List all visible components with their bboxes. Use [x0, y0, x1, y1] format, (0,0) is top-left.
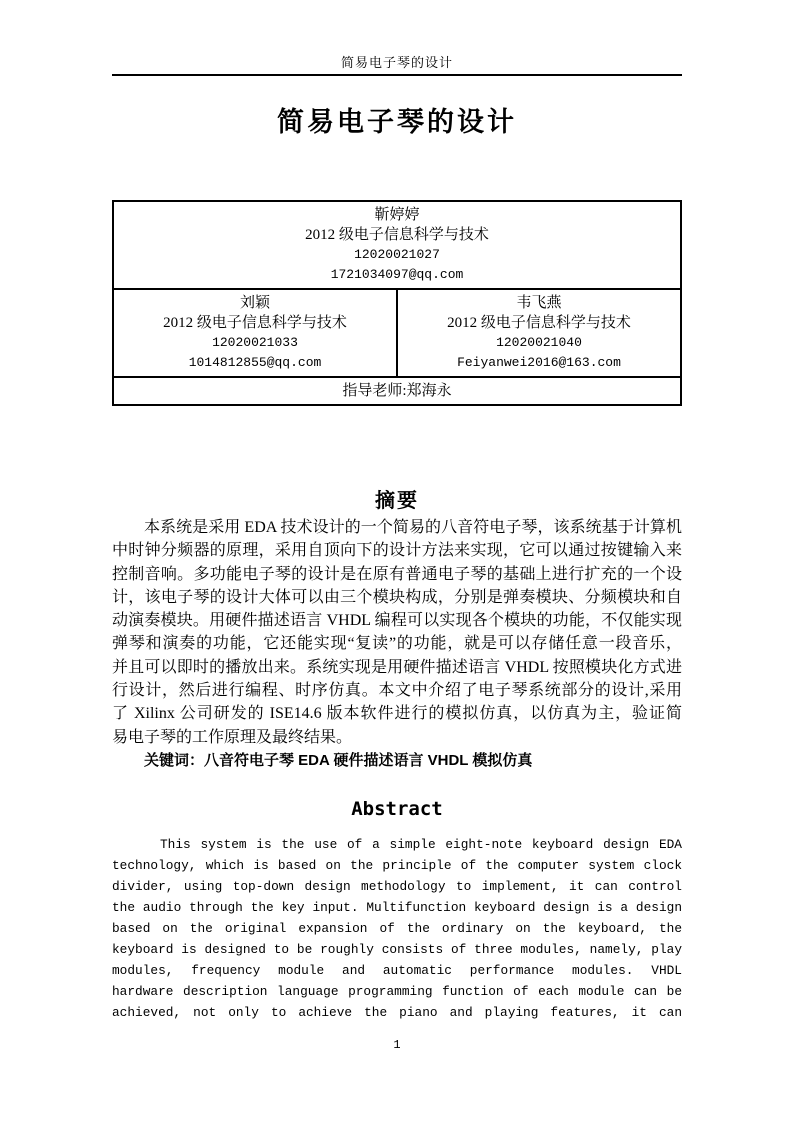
abstract-cn-heading: 摘要: [375, 490, 419, 512]
abstract-en-line: divider, using top-down design methodology to implement, it can control: [112, 879, 682, 894]
header-rule: [112, 74, 682, 76]
table-row-advisor: [113, 377, 681, 405]
abstract-en-line: the audio through the key input. Multifunction keyboard design is a design: [112, 900, 682, 915]
abstract-en-line: keyboard is designed to be roughly consists of three modules, namely, play: [112, 942, 682, 957]
keywords-line: 关键词：八音符电子琴 EDA 硬件描述语言 VHDL 模拟仿真: [144, 751, 533, 769]
third-author-cell: [397, 289, 681, 377]
abstract-cn-line: 行设计，然后进行编程、时序仿真。本文中介绍了电子琴系统部分的设计,采用: [112, 682, 682, 700]
abstract-en-heading: Abstract: [351, 798, 443, 820]
author-student-id: 12020021040: [496, 335, 582, 350]
table-row-coauthors: [113, 289, 681, 377]
abstract-cn-line: 并且可以即时的播放出来。系统实现是用硬件描述语言 VHDL 按照模块化方式进: [112, 658, 682, 676]
page-title: 简易电子琴的设计: [277, 107, 517, 137]
abstract-cn-line: 弹琴和演奏的功能，它还能实现“复读”的功能，就是可以存储任意一段音乐，: [112, 635, 682, 653]
lead-author-cell: [113, 201, 681, 289]
advisor-cell: 指导老师:郑海永: [113, 377, 681, 405]
authors-table: [112, 200, 682, 406]
abstract-en-line: based on the original expansion of the ordinary on the keyboard, the: [112, 921, 682, 936]
abstract-en-line: modules, frequency module and automatic performance modules. VHDL: [112, 963, 682, 978]
author-name: 靳婷婷: [374, 207, 420, 223]
author-name: 刘颖: [239, 295, 270, 311]
page-number: 1: [393, 1038, 401, 1052]
author-email: Feiyanwei2016@163.com: [457, 355, 621, 370]
abstract-cn-line: 计，该电子琴的设计大体可以由三个模块构成，分别是弹奏模块、分频模块和自: [112, 588, 682, 606]
author-program: 2012 级电子信息科学与技术: [163, 315, 347, 331]
abstract-cn-line: 易电子琴的工作原理及最终结果。: [112, 728, 353, 746]
abstract-cn-line: 了 Xilinx 公司研发的 ISE14.6 版本软件进行的模拟仿真，以仿真为主，验证简: [112, 705, 682, 723]
running-header-title: 简易电子琴的设计: [340, 55, 453, 70]
abstract-cn-paragraph: [112, 516, 682, 772]
author-email: 1721034097@qq.com: [330, 267, 464, 282]
abstract-en-line: achieved, not only to achieve the piano and playing features, it can: [112, 1005, 682, 1020]
abstract-en-line: technology, which is based on the principle of the computer system clock: [112, 858, 682, 873]
author-program: 2012 级电子信息科学与技术: [447, 315, 631, 331]
abstract-cn-line: 中时钟分频器的原理，采用自顶向下的设计方法来实现，它可以通过按键输入来: [112, 542, 682, 560]
author-email: 1014812855@qq.com: [188, 355, 322, 370]
abstract-cn-line: 动演奏模块。用硬件描述语言 VHDL 编程可以实现各个模块的功能，不仅能实现: [112, 612, 682, 630]
table-row-lead-author: [113, 201, 681, 289]
abstract-cn-line: 控制音响。多功能电子琴的设计是在原有普通电子琴的基础上进行扩充的一个设: [112, 565, 682, 583]
abstract-cn-line: 本系统是采用 EDA 技术设计的一个简易的八音符电子琴，该系统基于计算机: [144, 519, 682, 536]
author-student-id: 12020021027: [354, 247, 440, 262]
author-student-id: 12020021033: [212, 335, 298, 350]
second-author-cell: [113, 289, 397, 377]
abstract-en-paragraph: [112, 834, 682, 1023]
abstract-en-line: hardware description language programming function of each module can be: [112, 984, 682, 999]
author-program: 2012 级电子信息科学与技术: [305, 227, 489, 243]
abstract-en-line: This system is the use of a simple eight-note keyboard design EDA: [160, 837, 682, 852]
author-name: 韦飞燕: [516, 295, 562, 311]
